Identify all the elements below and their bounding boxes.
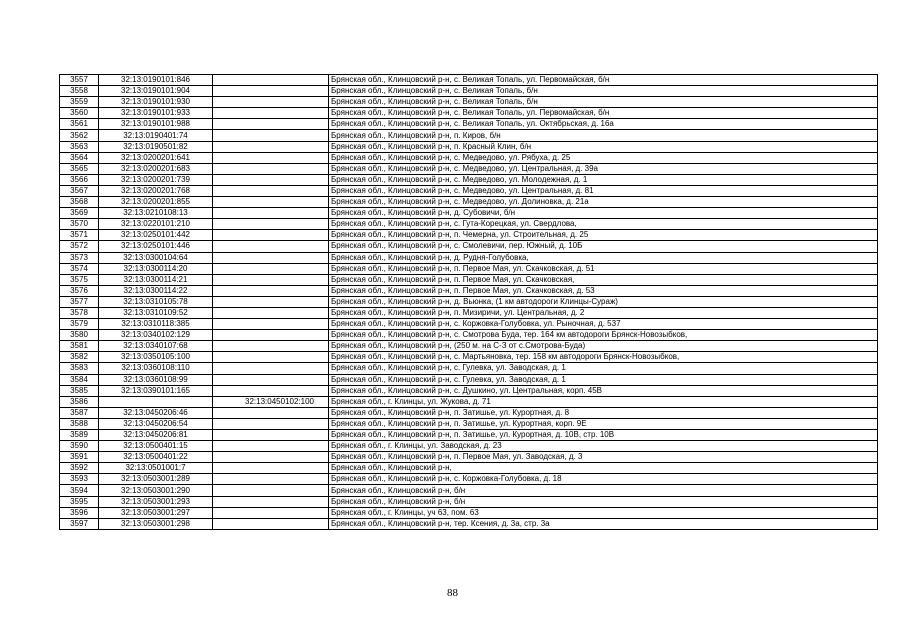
cadastral-number-cell: 32:13:0200201:768 xyxy=(99,185,213,196)
cadastral-number-cell: 32:13:0340102:129 xyxy=(99,330,213,341)
row-number-cell: 3591 xyxy=(60,452,99,463)
address-cell: Брянская обл., Клинцовский р-н, д. Вьюнка, (1 км автодороги Клинцы-Сураж) xyxy=(329,296,878,307)
address-cell: Брянская обл., Клинцовский р-н, с. Коржовка-Голубовка, д. 18 xyxy=(329,474,878,485)
table-row xyxy=(60,208,878,219)
cadastral-number-cell: 32:13:0310109:52 xyxy=(99,307,213,318)
address-cell: Брянская обл., Клинцовский р-н, с. Смолевичи, пер. Южный, д. 10Б xyxy=(329,241,878,252)
alt-cadastral-number-cell xyxy=(213,274,329,285)
alt-cadastral-number-cell xyxy=(213,263,329,274)
row-number-cell: 3589 xyxy=(60,430,99,441)
table-row xyxy=(60,197,878,208)
address-cell: Брянская обл., г. Клинцы, ул. Жукова, д. 71 xyxy=(329,396,878,407)
cadastral-number-cell: 32:13:0450206:54 xyxy=(99,418,213,429)
row-number-cell: 3560 xyxy=(60,108,99,119)
alt-cadastral-number-cell xyxy=(213,86,329,97)
address-cell: Брянская обл., Клинцовский р-н, п. Первое Мая, ул. Скачковская, д. 51 xyxy=(329,263,878,274)
address-cell: Брянская обл., Клинцовский р-н, с. Мартьяновка, тер. 158 км автодороги Брянск-Новозыбков, xyxy=(329,352,878,363)
alt-cadastral-number-cell xyxy=(213,452,329,463)
alt-cadastral-number-cell xyxy=(213,230,329,241)
cadastral-number-cell: 32:13:0200201:683 xyxy=(99,163,213,174)
row-number-cell: 3570 xyxy=(60,219,99,230)
alt-cadastral-number-cell xyxy=(213,185,329,196)
alt-cadastral-number-cell xyxy=(213,474,329,485)
cadastral-number-cell xyxy=(99,396,213,407)
address-cell: Брянская обл., Клинцовский р-н, с. Гута-Корецкая, ул. Свердлова, xyxy=(329,219,878,230)
alt-cadastral-number-cell xyxy=(213,441,329,452)
row-number-cell: 3578 xyxy=(60,307,99,318)
cadastral-number-cell: 32:13:0250101:442 xyxy=(99,230,213,241)
table-row xyxy=(60,230,878,241)
row-number-cell: 3565 xyxy=(60,163,99,174)
table-row xyxy=(60,319,878,330)
table-row xyxy=(60,341,878,352)
address-cell: Брянская обл., Клинцовский р-н, тер. Ксения, д. 3а, стр. 3а xyxy=(329,518,878,529)
row-number-cell: 3569 xyxy=(60,208,99,219)
row-number-cell: 3574 xyxy=(60,263,99,274)
alt-cadastral-number-cell xyxy=(213,363,329,374)
cadastral-number-cell: 32:13:0500401:22 xyxy=(99,452,213,463)
table-row xyxy=(60,307,878,318)
address-cell: Брянская обл., Клинцовский р-н, xyxy=(329,463,878,474)
cadastral-number-cell: 32:13:0503001:293 xyxy=(99,496,213,507)
cadastral-number-cell: 32:13:0501001:7 xyxy=(99,463,213,474)
alt-cadastral-number-cell xyxy=(213,485,329,496)
table-row xyxy=(60,430,878,441)
cadastral-number-cell: 32:13:0503001:290 xyxy=(99,485,213,496)
row-number-cell: 3566 xyxy=(60,174,99,185)
address-cell: Брянская обл., Клинцовский р-н, б/н xyxy=(329,496,878,507)
row-number-cell: 3580 xyxy=(60,330,99,341)
table-row xyxy=(60,152,878,163)
table-row xyxy=(60,452,878,463)
address-cell: Брянская обл., Клинцовский р-н, с. Гулевка, ул. Заводская, д. 1 xyxy=(329,363,878,374)
row-number-cell: 3572 xyxy=(60,241,99,252)
row-number-cell: 3563 xyxy=(60,141,99,152)
table-row xyxy=(60,252,878,263)
row-number-cell: 3571 xyxy=(60,230,99,241)
table-row xyxy=(60,496,878,507)
alt-cadastral-number-cell xyxy=(213,407,329,418)
table-row xyxy=(60,119,878,130)
address-cell: Брянская обл., Клинцовский р-н, п. Затишье, ул. Курортная, д. 8 xyxy=(329,407,878,418)
address-cell: Брянская обл., Клинцовский р-н, с. Медведово, ул. Центральная, д. 81 xyxy=(329,185,878,196)
table-row xyxy=(60,141,878,152)
table-row xyxy=(60,185,878,196)
table-row xyxy=(60,97,878,108)
address-cell: Брянская обл., Клинцовский р-н, п. Мизиричи, ул. Центральная, д. 2 xyxy=(329,307,878,318)
cadastral-number-cell: 32:13:0390101:165 xyxy=(99,385,213,396)
address-cell: Брянская обл., Клинцовский р-н, с. Медведово, ул. Долиновка, д. 21а xyxy=(329,197,878,208)
row-number-cell: 3575 xyxy=(60,274,99,285)
row-number-cell: 3597 xyxy=(60,518,99,529)
cadastral-number-cell: 32:13:0190101:930 xyxy=(99,97,213,108)
cadastral-number-cell: 32:13:0340107:68 xyxy=(99,341,213,352)
alt-cadastral-number-cell xyxy=(213,219,329,230)
table-row xyxy=(60,418,878,429)
row-number-cell: 3561 xyxy=(60,119,99,130)
address-cell: Брянская обл., Клинцовский р-н, п. Первое Мая, ул. Скачковская, xyxy=(329,274,878,285)
address-cell: Брянская обл., Клинцовский р-н, с. Медведово, ул. Центральная, д. 39а xyxy=(329,163,878,174)
row-number-cell: 3587 xyxy=(60,407,99,418)
alt-cadastral-number-cell xyxy=(213,430,329,441)
alt-cadastral-number-cell xyxy=(213,518,329,529)
row-number-cell: 3557 xyxy=(60,75,99,86)
table-row xyxy=(60,163,878,174)
address-cell: Брянская обл., Клинцовский р-н, п. Затишье, ул. Курортная, корп. 9Е xyxy=(329,418,878,429)
cadastral-number-cell: 32:13:0503001:297 xyxy=(99,507,213,518)
address-cell: Брянская обл., Клинцовский р-н, п. Затишье, ул. Курортная, д. 10В, стр. 10В xyxy=(329,430,878,441)
table-row xyxy=(60,507,878,518)
cadastral-number-cell: 32:13:0350105:100 xyxy=(99,352,213,363)
table-row xyxy=(60,86,878,97)
address-cell: Брянская обл., Клинцовский р-н, б/н xyxy=(329,485,878,496)
cadastral-number-cell: 32:13:0503001:298 xyxy=(99,518,213,529)
address-cell: Брянская обл., Клинцовский р-н, с. Медведово, ул. Молодежная, д. 1 xyxy=(329,174,878,185)
alt-cadastral-number-cell xyxy=(213,463,329,474)
alt-cadastral-number-cell xyxy=(213,152,329,163)
alt-cadastral-number-cell xyxy=(213,341,329,352)
row-number-cell: 3562 xyxy=(60,130,99,141)
table-row xyxy=(60,518,878,529)
address-cell: Брянская обл., Клинцовский р-н, с. Душкино, ул. Центральная, корп. 45В xyxy=(329,385,878,396)
table-row xyxy=(60,219,878,230)
cadastral-number-cell: 32:13:0200201:641 xyxy=(99,152,213,163)
cadastral-number-cell: 32:13:0190501:82 xyxy=(99,141,213,152)
row-number-cell: 3567 xyxy=(60,185,99,196)
cadastral-number-cell: 32:13:0300114:20 xyxy=(99,263,213,274)
table-row xyxy=(60,385,878,396)
row-number-cell: 3595 xyxy=(60,496,99,507)
cadastral-number-cell: 32:13:0300114:21 xyxy=(99,274,213,285)
row-number-cell: 3585 xyxy=(60,385,99,396)
table-row xyxy=(60,374,878,385)
cadastral-number-cell: 32:13:0190101:933 xyxy=(99,108,213,119)
address-cell: Брянская обл., Клинцовский р-н, с. Смотрова Буда, тер. 164 км автодороги Брянск-Новозыбков, xyxy=(329,330,878,341)
row-number-cell: 3592 xyxy=(60,463,99,474)
alt-cadastral-number-cell xyxy=(213,307,329,318)
alt-cadastral-number-cell xyxy=(213,163,329,174)
address-cell: Брянская обл., Клинцовский р-н, (250 м. на С-З от с.Смотрова-Буда) xyxy=(329,341,878,352)
alt-cadastral-number-cell xyxy=(213,507,329,518)
row-number-cell: 3568 xyxy=(60,197,99,208)
alt-cadastral-number-cell xyxy=(213,241,329,252)
cadastral-number-cell: 32:13:0300114:22 xyxy=(99,285,213,296)
address-cell: Брянская обл., Клинцовский р-н, д. Субовичи, б/н xyxy=(329,208,878,219)
table-row xyxy=(60,352,878,363)
address-cell: Брянская обл., Клинцовский р-н, п. Красный Клин, б/н xyxy=(329,141,878,152)
alt-cadastral-number-cell xyxy=(213,141,329,152)
alt-cadastral-number-cell: 32:13:0450102:100 xyxy=(213,396,329,407)
row-number-cell: 3577 xyxy=(60,296,99,307)
table-row xyxy=(60,407,878,418)
table-row xyxy=(60,474,878,485)
address-cell: Брянская обл., Клинцовский р-н, д. Рудня-Голубовка, xyxy=(329,252,878,263)
table-row xyxy=(60,296,878,307)
cadastral-number-cell: 32:13:0190101:988 xyxy=(99,119,213,130)
table-row xyxy=(60,330,878,341)
cadastral-number-cell: 32:13:0190401:74 xyxy=(99,130,213,141)
address-cell: Брянская обл., Клинцовский р-н, п. Первое Мая, ул. Скачковская, д. 53 xyxy=(329,285,878,296)
row-number-cell: 3579 xyxy=(60,319,99,330)
table-row xyxy=(60,174,878,185)
row-number-cell: 3581 xyxy=(60,341,99,352)
row-number-cell: 3582 xyxy=(60,352,99,363)
cadastral-number-cell: 32:13:0360108:99 xyxy=(99,374,213,385)
row-number-cell: 3573 xyxy=(60,252,99,263)
table-row xyxy=(60,363,878,374)
cadastral-number-cell: 32:13:0310118:385 xyxy=(99,319,213,330)
address-cell: Брянская обл., Клинцовский р-н, с. Великая Топаль, ул. Первомайская, б/н xyxy=(329,108,878,119)
cadastral-number-cell: 32:13:0190101:846 xyxy=(99,75,213,86)
row-number-cell: 3590 xyxy=(60,441,99,452)
alt-cadastral-number-cell xyxy=(213,296,329,307)
cadastral-number-cell: 32:13:0200201:739 xyxy=(99,174,213,185)
table-row xyxy=(60,263,878,274)
address-cell: Брянская обл., Клинцовский р-н, п. Первое Мая, ул. Заводская, д. 3 xyxy=(329,452,878,463)
alt-cadastral-number-cell xyxy=(213,496,329,507)
row-number-cell: 3576 xyxy=(60,285,99,296)
row-number-cell: 3593 xyxy=(60,474,99,485)
alt-cadastral-number-cell xyxy=(213,385,329,396)
table-row xyxy=(60,274,878,285)
table-row xyxy=(60,75,878,86)
cadastral-number-cell: 32:13:0200201:855 xyxy=(99,197,213,208)
alt-cadastral-number-cell xyxy=(213,119,329,130)
alt-cadastral-number-cell xyxy=(213,352,329,363)
cadastral-number-cell: 32:13:0220101:210 xyxy=(99,219,213,230)
property-table xyxy=(59,74,878,530)
address-cell: Брянская обл., Клинцовский р-н, с. Великая Топаль, ул. Первомайская, б/н xyxy=(329,75,878,86)
address-cell: Брянская обл., г. Клинцы, уч 63, пом. 63 xyxy=(329,507,878,518)
row-number-cell: 3564 xyxy=(60,152,99,163)
cadastral-number-cell: 32:13:0450206:81 xyxy=(99,430,213,441)
alt-cadastral-number-cell xyxy=(213,285,329,296)
table-row xyxy=(60,130,878,141)
address-cell: Брянская обл., Клинцовский р-н, с. Великая Топаль, б/н xyxy=(329,86,878,97)
cadastral-number-cell: 32:13:0190101:904 xyxy=(99,86,213,97)
cadastral-number-cell: 32:13:0500401:15 xyxy=(99,441,213,452)
address-cell: Брянская обл., Клинцовский р-н, с. Медведово, ул. Рябуха, д. 25 xyxy=(329,152,878,163)
property-table-body xyxy=(60,75,878,530)
alt-cadastral-number-cell xyxy=(213,108,329,119)
address-cell: Брянская обл., Клинцовский р-н, с. Великая Топаль, б/н xyxy=(329,97,878,108)
table-row xyxy=(60,241,878,252)
alt-cadastral-number-cell xyxy=(213,319,329,330)
alt-cadastral-number-cell xyxy=(213,174,329,185)
row-number-cell: 3583 xyxy=(60,363,99,374)
table-row xyxy=(60,396,878,407)
row-number-cell: 3588 xyxy=(60,418,99,429)
alt-cadastral-number-cell xyxy=(213,330,329,341)
row-number-cell: 3586 xyxy=(60,396,99,407)
alt-cadastral-number-cell xyxy=(213,130,329,141)
alt-cadastral-number-cell xyxy=(213,97,329,108)
address-cell: Брянская обл., г. Клинцы, ул. Заводская, д. 23 xyxy=(329,441,878,452)
cadastral-number-cell: 32:13:0503001:289 xyxy=(99,474,213,485)
alt-cadastral-number-cell xyxy=(213,208,329,219)
alt-cadastral-number-cell xyxy=(213,75,329,86)
address-cell: Брянская обл., Клинцовский р-н, п. Чемерна, ул. Строительная, д. 25 xyxy=(329,230,878,241)
alt-cadastral-number-cell xyxy=(213,374,329,385)
cadastral-number-cell: 32:13:0300104:64 xyxy=(99,252,213,263)
address-cell: Брянская обл., Клинцовский р-н, с. Гулевка, ул. Заводская, д. 1 xyxy=(329,374,878,385)
address-cell: Брянская обл., Клинцовский р-н, с. Коржовка-Голубовка, ул. Рыночная, д. 537 xyxy=(329,319,878,330)
address-cell: Брянская обл., Клинцовский р-н, п. Киров, б/н xyxy=(329,130,878,141)
table-row xyxy=(60,108,878,119)
cadastral-number-cell: 32:13:0360108:110 xyxy=(99,363,213,374)
row-number-cell: 3559 xyxy=(60,97,99,108)
address-cell: Брянская обл., Клинцовский р-н, с. Великая Топаль, ул. Октябрьская, д. 16а xyxy=(329,119,878,130)
row-number-cell: 3558 xyxy=(60,86,99,97)
alt-cadastral-number-cell xyxy=(213,197,329,208)
row-number-cell: 3596 xyxy=(60,507,99,518)
cadastral-number-cell: 32:13:0250101:446 xyxy=(99,241,213,252)
table-row xyxy=(60,441,878,452)
row-number-cell: 3584 xyxy=(60,374,99,385)
table-row xyxy=(60,463,878,474)
page-number: 88 xyxy=(447,587,458,599)
table-row xyxy=(60,285,878,296)
table-row xyxy=(60,485,878,496)
row-number-cell: 3594 xyxy=(60,485,99,496)
cadastral-number-cell: 32:13:0310105:78 xyxy=(99,296,213,307)
alt-cadastral-number-cell xyxy=(213,418,329,429)
cadastral-number-cell: 32:13:0450206:46 xyxy=(99,407,213,418)
alt-cadastral-number-cell xyxy=(213,252,329,263)
cadastral-number-cell: 32:13:0210108:13 xyxy=(99,208,213,219)
